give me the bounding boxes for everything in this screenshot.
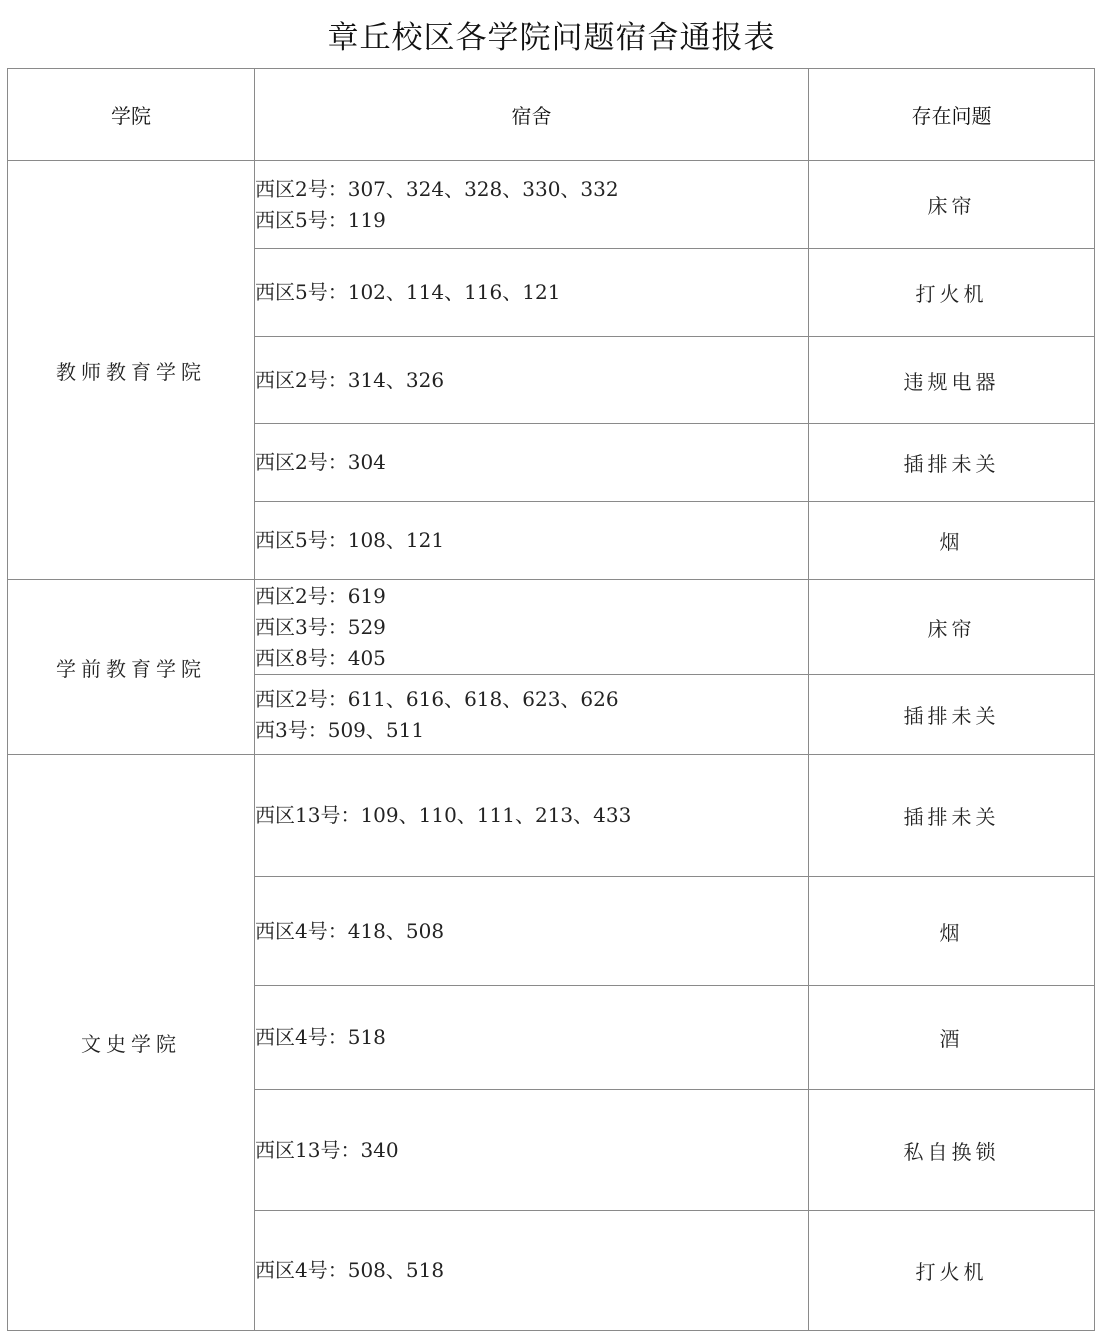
dorm-line: 西区4号：418、508 [255, 918, 445, 943]
dorm-report-table [7, 68, 1095, 1331]
issue-cell: 私自换锁 [809, 1090, 1095, 1211]
dorm-cell [255, 249, 809, 337]
table-row [8, 580, 1095, 675]
dorm-line: 西区13号：340 [255, 1137, 399, 1162]
dorm-cell [255, 1211, 809, 1331]
college-cell: 教师教育学院 [8, 161, 255, 580]
table-row [8, 161, 1095, 249]
header-issue: 存在问题 [809, 69, 1095, 161]
dorm-line: 西区2号：314、326 [255, 367, 445, 392]
issue-cell: 烟 [809, 502, 1095, 580]
issue-cell: 打火机 [809, 1211, 1095, 1331]
dorm-line: 西区2号：307、324、328、330、332 [255, 176, 619, 201]
college-cell: 文史学院 [8, 755, 255, 1331]
dorm-cell [255, 580, 809, 675]
issue-cell: 烟 [809, 877, 1095, 986]
dorm-line: 西区2号：619 [255, 583, 386, 608]
dorm-cell [255, 424, 809, 502]
dorm-line: 西区5号：102、114、116、121 [255, 280, 561, 304]
issue-cell: 违规电器 [809, 337, 1095, 424]
dorm-cell [255, 675, 809, 755]
issue-cell: 酒 [809, 986, 1095, 1090]
header-dorm: 宿舍 [255, 69, 809, 161]
dorm-line: 西区5号：108、121 [255, 528, 445, 552]
dorm-line: 西区4号：508、518 [255, 1258, 445, 1282]
issue-cell: 插排未关 [809, 675, 1095, 755]
dorm-line: 西区13号：109、110、111、213、433 [255, 803, 632, 827]
dorm-cell [255, 755, 809, 877]
issue-cell: 床帘 [809, 161, 1095, 249]
dorm-line: 西区2号：611、616、618、623、626 [255, 686, 619, 711]
issue-cell: 打火机 [809, 249, 1095, 337]
dorm-cell [255, 877, 809, 986]
dorm-cell [255, 1090, 809, 1211]
issue-cell: 床帘 [809, 580, 1095, 675]
table-row [8, 755, 1095, 877]
issue-cell: 插排未关 [809, 424, 1095, 502]
dorm-line: 西3号：509、511 [255, 717, 425, 742]
dorm-cell [255, 502, 809, 580]
header-college: 学院 [8, 69, 255, 161]
dorm-line: 西区3号：529 [255, 614, 386, 639]
dorm-line: 西区5号：119 [255, 207, 386, 232]
dorm-cell [255, 161, 809, 249]
page-title: 章丘校区各学院问题宿舍通报表 [327, 20, 776, 56]
college-cell: 学前教育学院 [8, 580, 255, 755]
issue-cell: 插排未关 [809, 755, 1095, 877]
dorm-line: 西区8号：405 [255, 645, 386, 670]
dorm-line: 西区4号：518 [255, 1025, 386, 1049]
dorm-cell [255, 986, 809, 1090]
dorm-cell [255, 337, 809, 424]
table-header-row [8, 69, 1095, 161]
dorm-line: 西区2号：304 [255, 450, 386, 474]
